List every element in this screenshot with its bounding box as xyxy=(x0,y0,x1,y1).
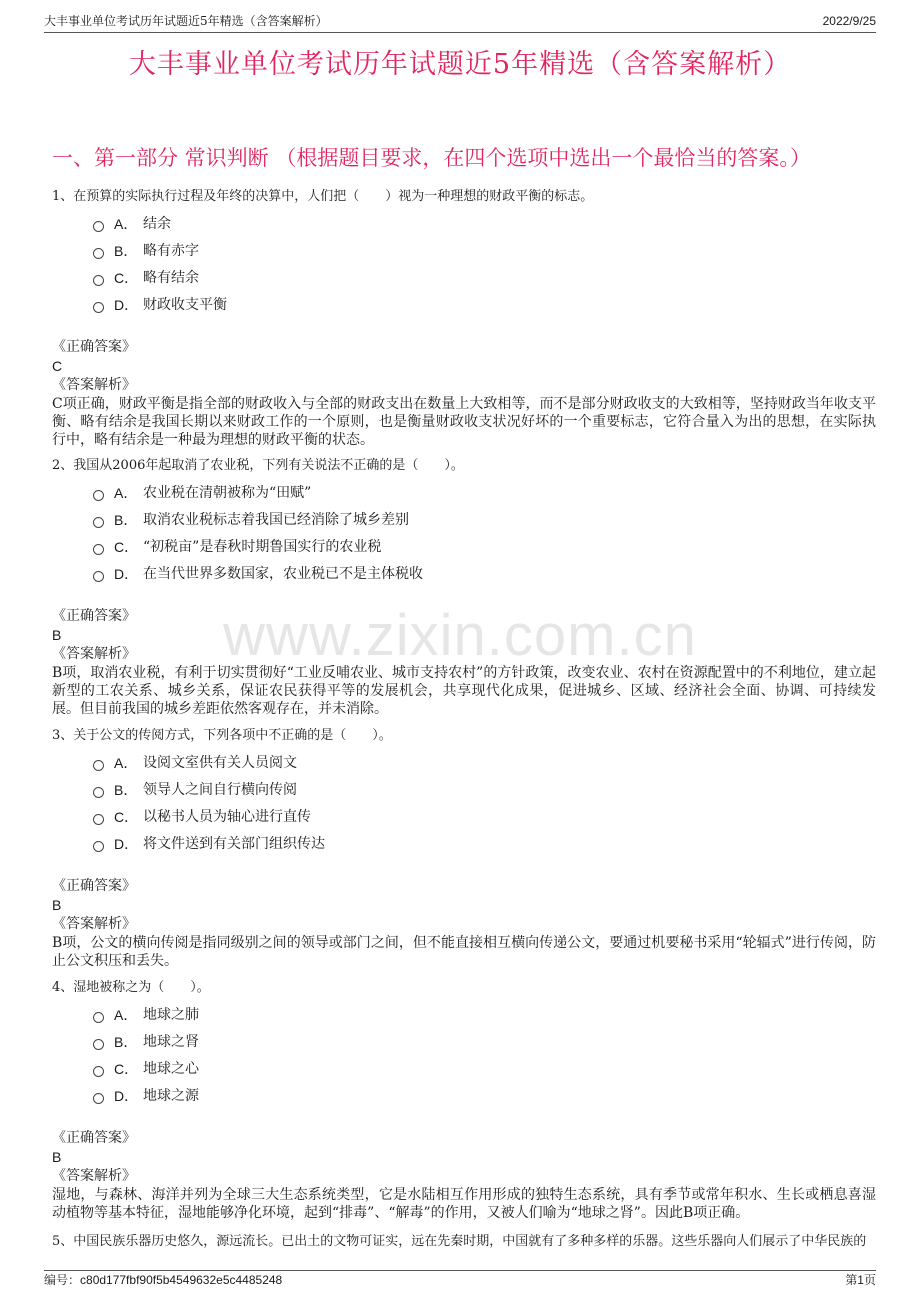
option-b[interactable] xyxy=(52,1029,876,1056)
watermark: www.zixin.com.cn xyxy=(223,603,697,668)
question-2 xyxy=(52,457,876,718)
radio-button[interactable] xyxy=(93,1039,104,1050)
radio-button[interactable] xyxy=(93,302,104,313)
option-text: 地球之心 xyxy=(143,1061,199,1077)
explanation-label: 《答案解析》 xyxy=(52,916,136,932)
option-c[interactable] xyxy=(52,534,876,561)
radio-button[interactable] xyxy=(93,248,104,259)
explanation-label: 《答案解析》 xyxy=(52,377,136,393)
option-letter: B． xyxy=(114,243,138,259)
correct-answer: B xyxy=(52,1149,62,1165)
section-title: 一、第一部分 常识判断 （根据题目要求，在四个选项中选出一个最恰当的答案。） xyxy=(52,146,811,170)
option-letter: A． xyxy=(114,755,138,771)
radio-button[interactable] xyxy=(93,490,104,501)
option-text: 将文件送到有关部门组织传达 xyxy=(143,836,325,852)
page-number xyxy=(845,1272,876,1288)
running-title: 大丰事业单位考试历年试题近5年精选（含答案解析） xyxy=(44,14,328,28)
option-text: 取消农业税标志着我国已经消除了城乡差别 xyxy=(143,512,409,528)
option-text: 地球之肺 xyxy=(143,1007,199,1023)
option-a[interactable] xyxy=(52,1002,876,1029)
option-letter: A． xyxy=(114,216,138,232)
option-text: 以秘书人员为轴心进行直传 xyxy=(143,809,311,825)
page-footer xyxy=(44,1270,876,1289)
option-c[interactable] xyxy=(52,265,876,292)
option-letter: D． xyxy=(114,1088,139,1104)
option-text: 在当代世界多数国家，农业税已不是主体税收 xyxy=(143,566,423,582)
answer-label: 《正确答案》 xyxy=(52,608,136,624)
question-1 xyxy=(52,188,876,449)
question-stem: 4、湿地被称之为（ ）。 xyxy=(52,980,210,995)
option-text: “初税亩”是春秋时期鲁国实行的农业税 xyxy=(143,539,382,555)
option-d[interactable] xyxy=(52,1083,876,1110)
header-date: 2022/9/25 xyxy=(822,14,876,28)
option-a[interactable] xyxy=(52,750,876,777)
radio-button[interactable] xyxy=(93,275,104,286)
option-letter: B． xyxy=(114,512,138,528)
option-text: 领导人之间自行横向传阅 xyxy=(143,782,297,798)
option-list xyxy=(52,1002,876,1110)
option-letter: D． xyxy=(114,297,139,313)
page-suffix: 页 xyxy=(863,1273,876,1287)
radio-button[interactable] xyxy=(93,517,104,528)
explanation-text: B项，取消农业税，有利于切实贯彻好“工业反哺农业、城市支持农村”的方针政策，改变农业、农村在资源配置中的不利地位，建立起新型的工农关系、城乡关系，保证农民获得平等的发展机会，共享现代化成果，促进城乡、区域、经济社会全面、协调、可持续发展。但目前我国的城乡差距依然客观存在，并未消除。 xyxy=(52,665,876,717)
explanation-text: C项正确，财政平衡是指全部的财政收入与全部的财政支出在数量上大致相等，而不是部分财政收支的大致相等，坚持财政当年收支平衡、略有结余是我国长期以来财政工作的一个原则，也是衡量财政收支状况好坏的一个重要标志，它符合量入为出的思想，在实际执行中，略有结余是一种最为理想的财政平衡的状态。 xyxy=(52,396,876,448)
explanation-label: 《答案解析》 xyxy=(52,646,136,662)
option-text: 地球之肾 xyxy=(143,1034,199,1050)
question-3 xyxy=(52,727,876,970)
radio-button[interactable] xyxy=(93,760,104,771)
option-letter: D． xyxy=(114,566,139,582)
option-d[interactable] xyxy=(52,831,876,858)
option-letter: A． xyxy=(114,1007,138,1023)
page-header xyxy=(44,12,876,33)
answer-label: 《正确答案》 xyxy=(52,878,136,894)
radio-button[interactable] xyxy=(93,571,104,582)
option-text: 结余 xyxy=(143,216,171,232)
explanation-text: 湿地，与森林、海洋并列为全球三大生态系统类型，它是水陆相互作用形成的独特生态系统，具有季节或常年积水、生长或栖息喜湿动植物等基本特征，湿地能够净化环境，起到“排毒”、“解毒”的作用，又被人们喻为“地球之肾”。因此B项正确。 xyxy=(52,1187,876,1221)
radio-button[interactable] xyxy=(93,544,104,555)
option-a[interactable] xyxy=(52,211,876,238)
correct-answer: B xyxy=(52,627,62,643)
option-text: 地球之源 xyxy=(143,1088,199,1104)
question-stem: 2、我国从2006年起取消了农业税，下列有关说法不正确的是（ ）。 xyxy=(52,458,464,473)
answer-block xyxy=(52,1129,876,1222)
radio-button[interactable] xyxy=(93,787,104,798)
document-title: 大丰事业单位考试历年试题近5年精选（含答案解析） xyxy=(128,49,792,80)
radio-button[interactable] xyxy=(93,1066,104,1077)
option-list xyxy=(52,211,876,319)
option-d[interactable] xyxy=(52,561,876,588)
option-c[interactable] xyxy=(52,804,876,831)
option-text: 财政收支平衡 xyxy=(143,297,227,313)
answer-label: 《正确答案》 xyxy=(52,339,136,355)
radio-button[interactable] xyxy=(93,1012,104,1023)
page-prefix: 第 xyxy=(845,1273,858,1287)
code-value: c80d177fbf90f5b4549632e5c4485248 xyxy=(80,1273,283,1287)
answer-label: 《正确答案》 xyxy=(52,1130,136,1146)
radio-button[interactable] xyxy=(93,841,104,852)
radio-button[interactable] xyxy=(93,814,104,825)
document-code xyxy=(44,1272,282,1288)
explanation-text: B项，公文的横向传阅是指同级别之间的领导或部门之间，但不能直接相互横向传递公文，要通过机要秘书采用“轮辐式”进行传阅，防止公文积压和丢失。 xyxy=(52,935,876,969)
option-text: 农业税在清朝被称为“田赋” xyxy=(143,485,312,501)
option-b[interactable] xyxy=(52,507,876,534)
option-text: 略有结余 xyxy=(143,270,199,286)
option-text: 设阅文室供有关人员阅文 xyxy=(143,755,297,771)
option-letter: D． xyxy=(114,836,139,852)
explanation-label: 《答案解析》 xyxy=(52,1168,136,1184)
option-text: 略有赤字 xyxy=(143,243,199,259)
option-b[interactable] xyxy=(52,238,876,265)
question-5-stem: 5、中国民族乐器历史悠久，源远流长。已出土的文物可证实，远在先秦时期，中国就有了多种多样的乐器。这些乐器向人们展示了中华民族的 xyxy=(52,1234,867,1249)
option-letter: C． xyxy=(114,270,139,286)
radio-button[interactable] xyxy=(93,1093,104,1104)
code-label: 编号： xyxy=(44,1273,81,1287)
correct-answer: C xyxy=(52,358,63,374)
option-d[interactable] xyxy=(52,292,876,319)
option-list xyxy=(52,750,876,858)
option-letter: C． xyxy=(114,1061,139,1077)
option-letter: C． xyxy=(114,809,139,825)
option-letter: B． xyxy=(114,1034,138,1050)
answer-block xyxy=(52,607,876,718)
option-letter: B． xyxy=(114,782,138,798)
question-stem: 3、关于公文的传阅方式，下列各项中不正确的是（ ）。 xyxy=(52,728,392,743)
correct-answer: B xyxy=(52,897,62,913)
answer-block xyxy=(52,877,876,970)
question-4 xyxy=(52,979,876,1222)
option-letter: C． xyxy=(114,539,139,555)
option-list xyxy=(52,480,876,588)
option-c[interactable] xyxy=(52,1056,876,1083)
option-b[interactable] xyxy=(52,777,876,804)
option-letter: A． xyxy=(114,485,138,501)
answer-block xyxy=(52,338,876,449)
page-number-value: 1 xyxy=(857,1273,864,1287)
option-a[interactable] xyxy=(52,480,876,507)
radio-button[interactable] xyxy=(93,221,104,232)
question-stem: 1、在预算的实际执行过程及年终的决算中，人们把（ ）视为一种理想的财政平衡的标志。 xyxy=(52,189,594,204)
